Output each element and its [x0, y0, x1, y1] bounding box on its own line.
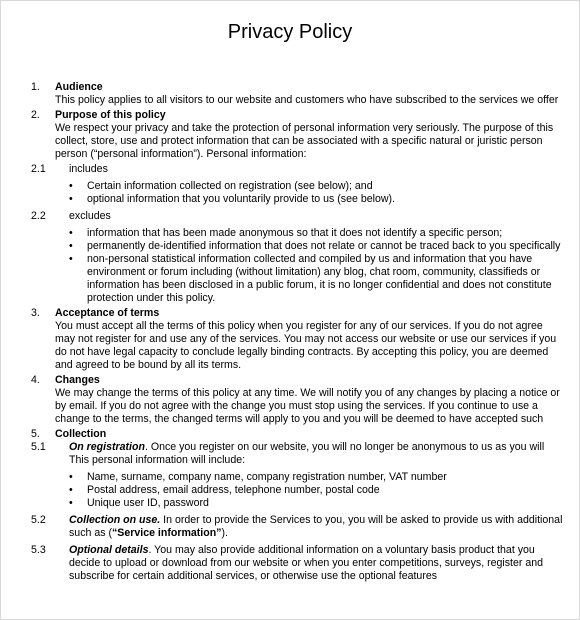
list-item: • optional information that you voluntarily provide to us (see below). — [55, 193, 565, 206]
section-heading: Purpose of this policy — [55, 109, 166, 121]
section-audience — [31, 81, 565, 107]
list-item: • information that has been made anonymous so that it does not identify a specific person; — [55, 227, 565, 240]
subsection-number: 5.1 — [31, 441, 46, 453]
section-text: We respect your privacy and take the protection of personal information very seriously. The purpose of this collect, store, use and protect information that can be associated with a specific natural or juristic person person (“personal information”). Personal information: — [55, 122, 554, 160]
section-collection — [31, 428, 565, 441]
subsection-text — [69, 514, 565, 540]
list-item: • Unique user ID, password — [55, 497, 565, 510]
section-changes — [31, 374, 565, 426]
excludes-list — [55, 227, 565, 305]
includes-list — [55, 180, 565, 206]
section-heading: Acceptance of terms — [55, 307, 160, 319]
subsection-includes — [31, 163, 565, 176]
section-purpose — [31, 109, 565, 161]
section-acceptance — [31, 307, 565, 372]
subsection-collection-on-use — [31, 514, 565, 540]
list-item: • permanently de-identified information that does not relate or cannot be traced back to you specifically — [55, 240, 565, 253]
section-number: 3. — [31, 307, 40, 319]
service-information-term: “Service information” — [111, 527, 222, 539]
policy-body — [31, 81, 565, 583]
subsection-lead: Collection on use. — [69, 514, 161, 526]
subsection-optional-details — [31, 544, 565, 583]
list-item: • Postal address, email address, telephone number, postal code — [55, 484, 565, 497]
subsection-number: 2.1 — [31, 163, 46, 175]
subsection-body: . You may also provide additional information on a voluntary basis product that you decide to upload or download from our website or when you enter competitions, surveys, register and subscribe for certain additional services, or otherwise use the optional features — [69, 544, 544, 582]
section-number: 1. — [31, 81, 40, 93]
subsection-number: 2.2 — [31, 210, 46, 222]
subsection-lead: Optional details — [69, 544, 149, 556]
subsection-text — [69, 441, 565, 467]
subsection-body: In order to provide the Services to you, you will be asked to provide us with additional such as ( — [69, 514, 563, 539]
subsection-body: . Once you register on our website, you will no longer be anonymous to us as you will This personal information will include: — [69, 441, 545, 466]
list-item: • non-personal statistical information collected and compiled by us and information that you have environment or forum including (without limitation) any blog, chat room, community, classifieds or information has been disclosed in a public forum, it is no longer confidential and does not constitute protection under this policy. — [55, 253, 565, 305]
section-heading: Changes — [55, 374, 100, 386]
section-heading: Collection — [55, 428, 107, 440]
subsection-lead: On registration — [69, 441, 145, 453]
section-number: 2. — [31, 109, 40, 121]
page-title: Privacy Policy — [227, 21, 353, 43]
section-heading: Audience — [55, 81, 103, 93]
section-text: We may change the terms of this policy at any time. We will notify you of any changes by placing a notice or by email. If you do not agree with the change you must stop using the services. If you continue to use a change to the terms, the changed terms will apply to you and you will be deemed to have accepted such — [55, 387, 560, 425]
section-text: This policy applies to all visitors to our website and customers who have subscribed to the services we offer — [55, 94, 559, 106]
subsection-excludes — [31, 210, 565, 223]
section-number: 5. — [31, 428, 40, 440]
subsection-on-registration — [31, 441, 565, 467]
list-item: • Name, surname, company name, company registration number, VAT number — [55, 471, 565, 484]
section-number: 4. — [31, 374, 40, 386]
subsection-label: excludes — [69, 210, 111, 222]
subsection-number: 5.3 — [31, 544, 46, 556]
list-item: • Certain information collected on registration (see below); and — [55, 180, 565, 193]
section-text: You must accept all the terms of this policy when you register for any of our services. If you do not agree may not register for and use any of the services. You may not access our website or use our services if you do not have legal capacity to conclude legally binding contracts. By accepting this policy, you are deemed and agreed to be bound by all its terms. — [55, 320, 557, 371]
subsection-number: 5.2 — [31, 514, 46, 526]
registration-info-list — [55, 471, 565, 510]
subsection-text — [69, 544, 565, 583]
subsection-tail: ). — [221, 527, 228, 539]
subsection-label: includes — [69, 163, 108, 175]
